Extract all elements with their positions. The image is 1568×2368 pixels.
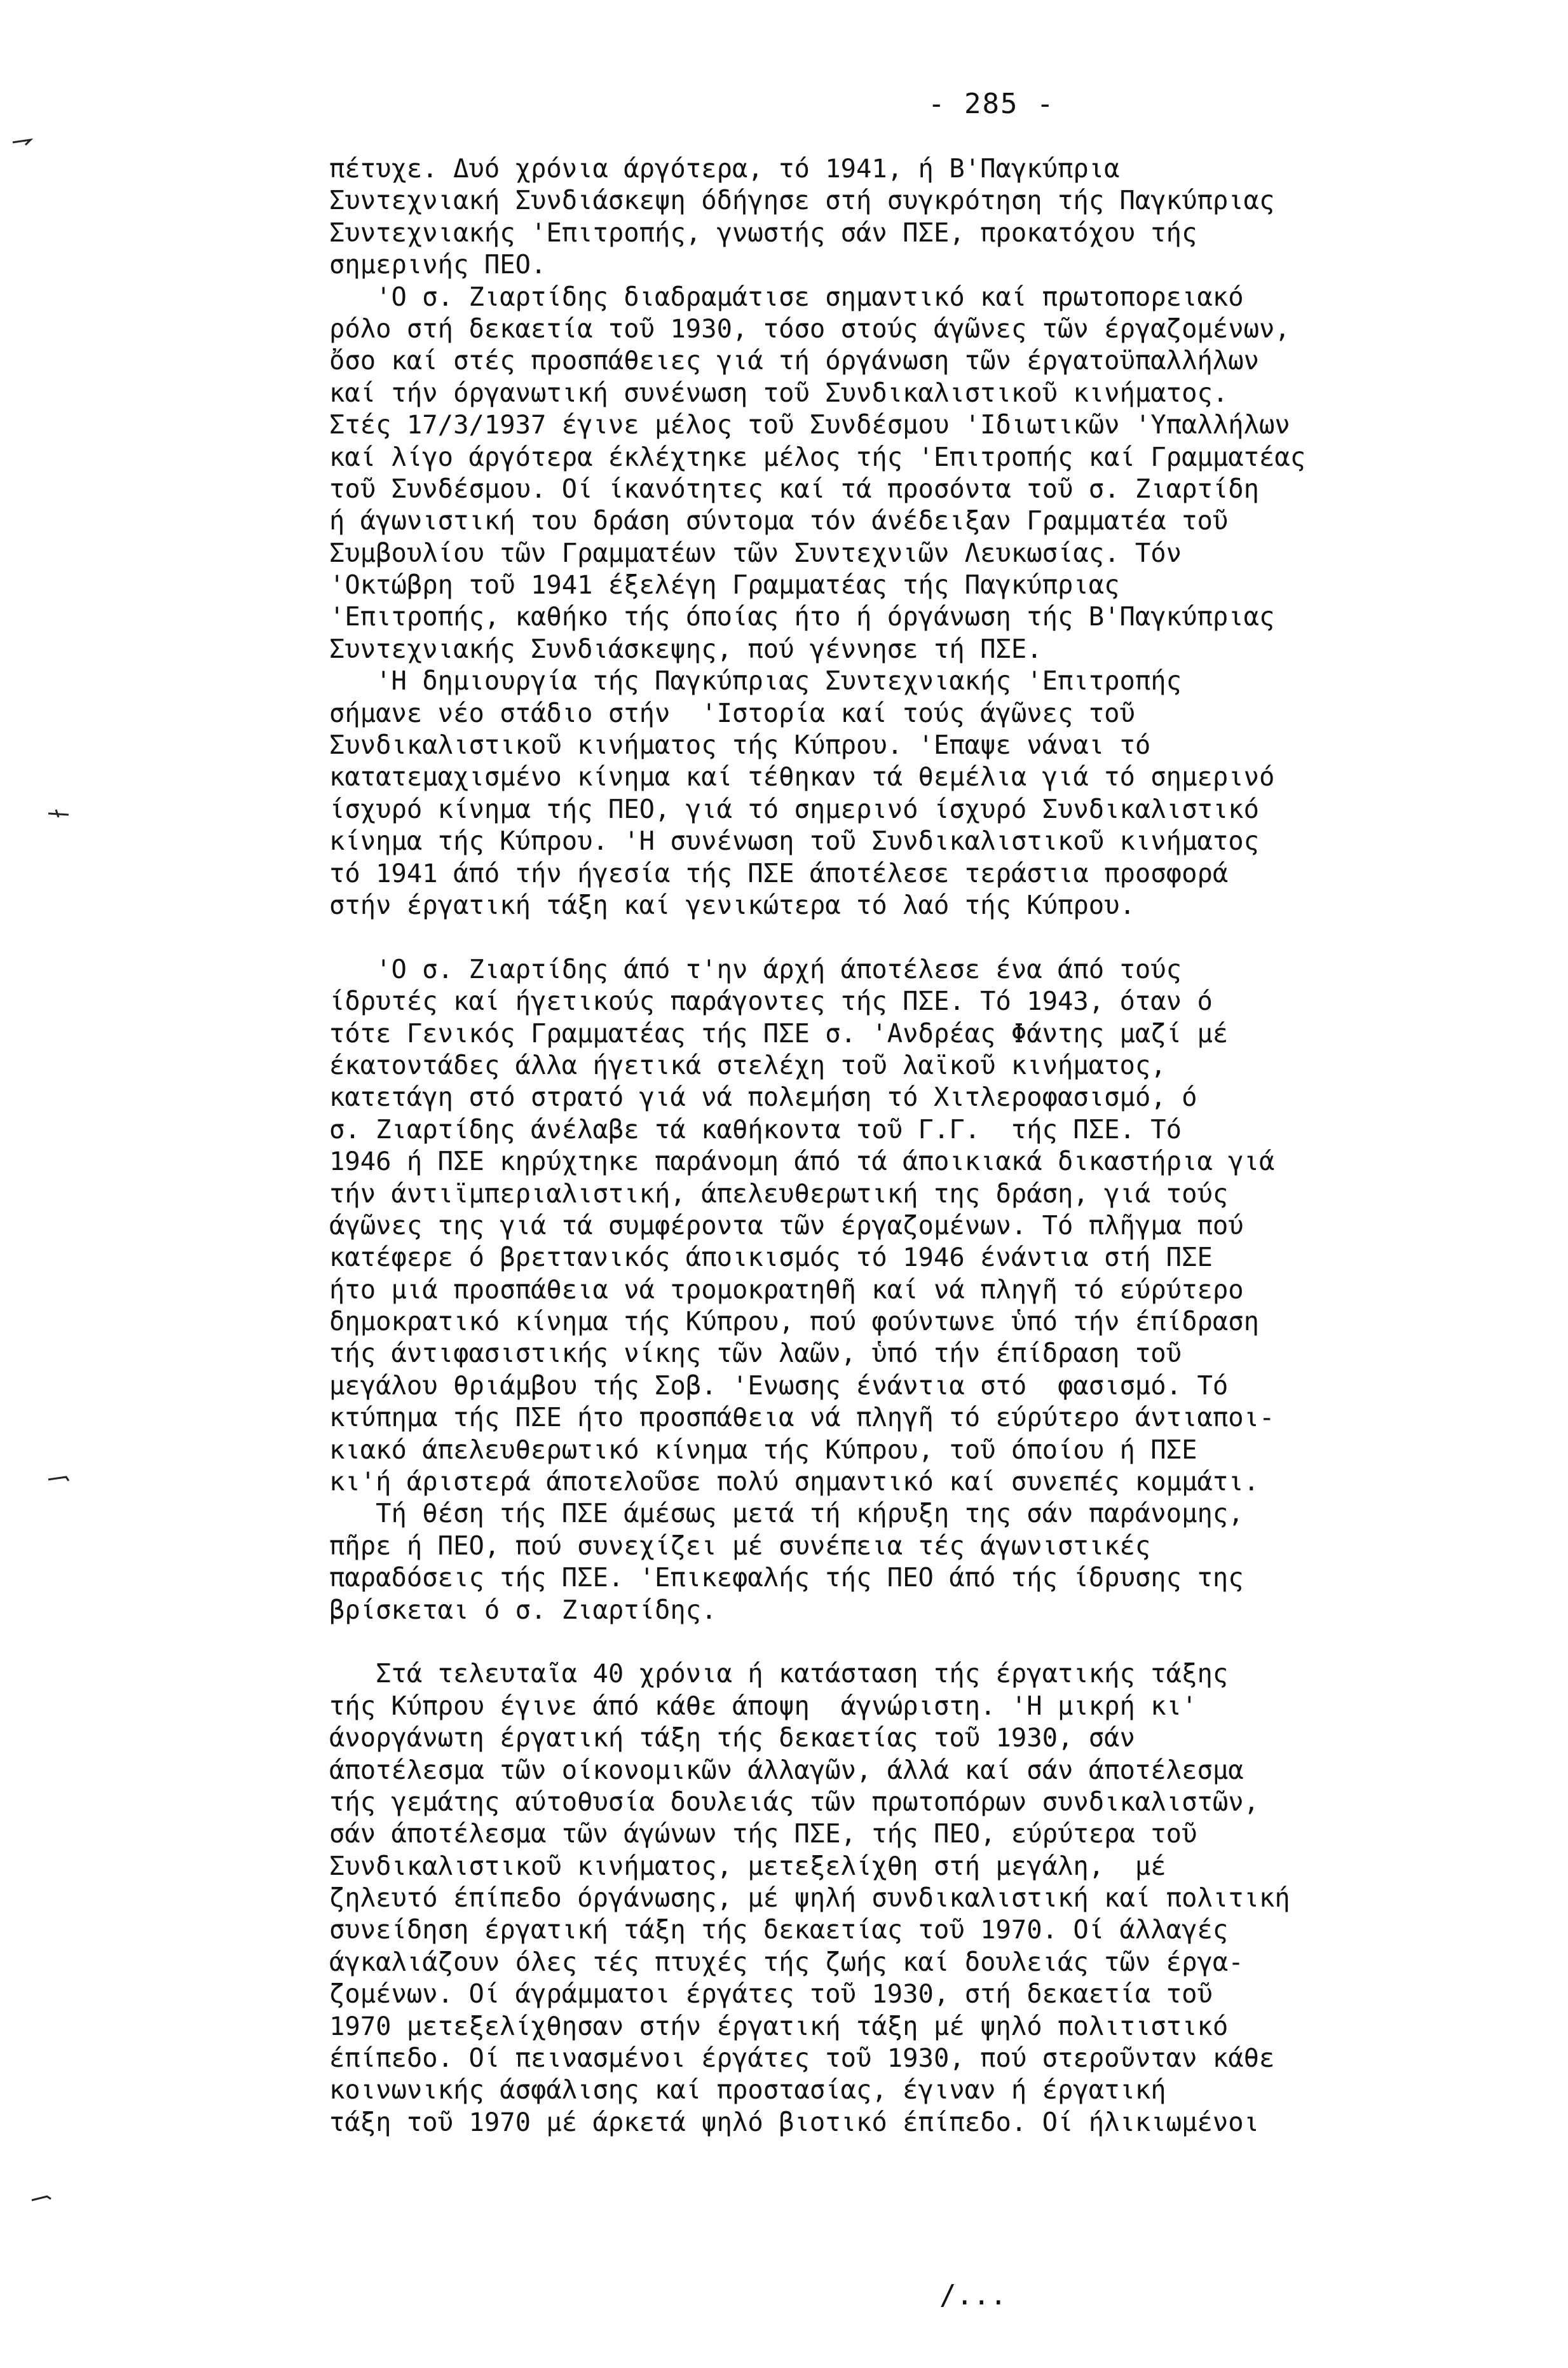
text-line: πῆρε ή ΠΕΟ, πού συνεχίζει μέ συνέπεια τές άγωνιστικές: [329, 1530, 1151, 1561]
paragraph: [329, 153, 1518, 281]
margin-mark-middle: [47, 808, 72, 819]
text-line: 'Επιτροπής, καθήκο τής όποίας ήτο ή όργάνωση τής Β'Παγκύπριας: [329, 601, 1275, 632]
text-line: 'Ο σ. Ζιαρτίδης διαδραμάτισε σημαντικό καί πρωτοπορειακό: [329, 281, 1244, 312]
text-line: τής άντιφασιστικής νίκης τῶν λαῶν, ὑπό τήν έπίδραση τοῦ: [329, 1338, 1182, 1369]
text-line: πέτυχε. Δυό χρόνια άργότερα, τό 1941, ή Β'Παγκύπρια: [329, 153, 1120, 184]
text-line: Τή θέση τής ΠΣΕ άμέσως μετά τή κήρυξη της σάν παράνομης,: [329, 1498, 1244, 1529]
paragraph-gap: [329, 921, 1518, 953]
text-line: κίνημα τής Κύπρου. 'Η συνένωση τοῦ Συνδικαλιστικοῦ κινήματος: [329, 826, 1259, 857]
text-line: ήτο μιά προσπάθεια νά τρομοκρατηθῆ καί νά πληγῆ τό εύρύτερο: [329, 1274, 1244, 1305]
text-line: Συντεχνιακή Συνδιάσκεψη όδήγησε στή συγκρότηση τής Παγκύπριας: [329, 185, 1275, 216]
text-line: κατέφερε ό βρεττανικός άποικισμός τό 1946 ένάντια στή ΠΣΕ: [329, 1242, 1213, 1273]
text-line: ρόλο στή δεκαετία τοῦ 1930, τόσο στούς άγῶνες τῶν έργαζομένων,: [329, 313, 1290, 344]
text-line: κατατεμαχισμένο κίνημα καί τέθηκαν τά θεμέλια γιά τό σημερινό: [329, 761, 1275, 793]
text-line: έκατοντάδες άλλα ήγετικά στελέχη τοῦ λαϊκοῦ κινήματος,: [329, 1049, 1166, 1080]
text-line: ή άγωνιστική του δράση σύντομα τόν άνέδειξαν Γραμματέα τοῦ: [329, 505, 1229, 536]
text-line: καί τήν όργανωτική συνένωση τοῦ Συνδικαλιστικοῦ κινήματος.: [329, 377, 1229, 408]
text-line: τό 1941 άπό τήν ήγεσία τής ΠΣΕ άποτέλεσε τεράστια προσφορά: [329, 857, 1229, 888]
text-line: μεγάλου θριάμβου τής Σοβ. 'Ενωσης ένάντια στό φασισμό. Τό: [329, 1370, 1229, 1401]
paragraph: [329, 1497, 1518, 1626]
text-line: Στές 17/3/1937 έγινε μέλος τοῦ Συνδέσμου 'Ιδιωτικῶν 'Υπαλλήλων: [329, 409, 1290, 440]
text-line: ζηλευτό έπίπεδο όργάνωσης, μέ ψηλή συνδικαλιστική καί πολιτική: [329, 1882, 1290, 1914]
paragraph-gap: [329, 1626, 1518, 1657]
text-line: 1970 μετεξελίχθησαν στήν έργατική τάξη μέ ψηλό πολιτιστικό: [329, 2010, 1229, 2041]
text-line: σάν άποτέλεσμα τῶν άγώνων τής ΠΣΕ, τής ΠΕΟ, εύρύτερα τοῦ: [329, 1818, 1197, 1849]
margin-mark-top: [11, 136, 37, 146]
text-line: ίσχυρό κίνημα τής ΠΕΟ, γιά τό σημερινό ίσχυρό Συνδικαλιστικό: [329, 793, 1259, 824]
text-line: 'Οκτώβρη τοῦ 1941 έξελέγη Γραμματέας τής Παγκύπριας: [329, 569, 1120, 601]
text-line: παραδόσεις τής ΠΣΕ. 'Επικεφαλής τής ΠΕΟ άπό τής ίδρυσης της: [329, 1562, 1244, 1593]
paragraph: [329, 1657, 1518, 2138]
text-line: κτύπημα τής ΠΣΕ ήτο προσπάθεια νά πληγῆ τό εύρύτερο άντιαποι-: [329, 1402, 1275, 1433]
text-line: συνείδηση έργατική τάξη τής δεκαετίας τοῦ 1970. Οί άλλαγές: [329, 1914, 1229, 1945]
text-line: σ. Ζιαρτίδης άνέλαβε τά καθήκοντα τοῦ Γ.Γ. τής ΠΣΕ. Τό: [329, 1113, 1182, 1145]
paragraph: [329, 281, 1518, 665]
text-line: άνοργάνωτη έργατική τάξη τής δεκαετίας τοῦ 1930, σάν: [329, 1722, 1135, 1753]
text-line: τότε Γενικός Γραμματέας τής ΠΣΕ σ. 'Ανδρέας Φάντης μαζί μέ: [329, 1017, 1229, 1049]
text-line: καί λίγο άργότερα έκλέχτηκε μέλος τής 'Επιτροπής καί Γραμματέας: [329, 441, 1306, 472]
text-line: σήμανε νέο στάδιο στήν 'Ιστορία καί τούς άγῶνες τοῦ: [329, 697, 1135, 728]
text-line: κατετάγη στό στρατό γιά νά πολεμήση τό Χιτλεροφασισμό, ό: [329, 1082, 1197, 1113]
text-line: ίδρυτές καί ήγετικούς παράγοντες τής ΠΣΕ. Τό 1943, όταν ό: [329, 986, 1213, 1017]
paragraph: [329, 665, 1518, 921]
text-line: τής Κύπρου έγινε άπό κάθε άποψη άγνώριστη. 'Η μικρή κι': [329, 1690, 1197, 1721]
text-line: κοινωνικής άσφάλισης καί προστασίας, έγιναν ή έργατική: [329, 2074, 1166, 2106]
text-line: Συνδικαλιστικοῦ κινήματος τής Κύπρου. 'Επαψε νάναι τό: [329, 730, 1151, 761]
margin-mark-lower: [47, 1473, 72, 1483]
continuation-mark: /...: [939, 2279, 1007, 2311]
text-line: Στά τελευταῖα 40 χρόνια ή κατάσταση τής έργατικής τάξης: [329, 1658, 1229, 1689]
margin-mark-bottom: [31, 2193, 56, 2203]
text-line: τής γεμάτης αύτοθυσία δουλειάς τῶν πρωτοπόρων συνδικαλιστῶν,: [329, 1786, 1259, 1817]
text-line: ὄσο καί στές προσπάθειες γιά τή όργάνωση τῶν έργατοϋπαλλήλων: [329, 345, 1259, 376]
page-number: - 285 -: [928, 88, 1055, 120]
text-line: 'Ο σ. Ζιαρτίδης άπό τ'ην άρχή άποτέλεσε ένα άπό τούς: [329, 953, 1182, 984]
text-line: σημερινής ΠΕΟ.: [329, 249, 547, 280]
text-line: 'Η δημιουργία τής Παγκύπριας Συντεχνιακής 'Επιτροπής: [329, 665, 1182, 697]
document-body: [329, 153, 1518, 2138]
text-line: άγῶνες της γιά τά συμφέροντα τῶν έργαζομένων. Τό πλῆγμα πού: [329, 1209, 1244, 1241]
text-line: έπίπεδο. Οί πεινασμένοι έργάτες τοῦ 1930, πού στεροῦνταν κάθε: [329, 2043, 1275, 2074]
text-line: 1946 ή ΠΣΕ κηρύχτηκε παράνομη άπό τά άποικιακά δικαστήρια γιά: [329, 1146, 1275, 1177]
text-line: Συνδικαλιστικοῦ κινήματος, μετεξελίχθη στή μεγάλη, μέ: [329, 1850, 1166, 1881]
text-line: βρίσκεται ό σ. Ζιαρτίδης.: [329, 1594, 717, 1625]
text-line: Συντεχνιακής Συνδιάσκεψης, πού γέννησε τή ΠΣΕ.: [329, 633, 1042, 664]
text-line: τοῦ Συνδέσμου. Οί ίκανότητες καί τά προσόντα τοῦ σ. Ζιαρτίδη: [329, 473, 1259, 504]
paragraph: [329, 953, 1518, 1498]
text-line: άγκαλιάζουν όλες τές πτυχές τής ζωής καί δουλειάς τῶν έργα-: [329, 1946, 1244, 1977]
text-line: Συμβουλίου τῶν Γραμματέων τῶν Συντεχνιῶν Λευκωσίας. Τόν: [329, 537, 1182, 568]
text-line: δημοκρατικό κίνημα τής Κύπρου, πού φούντωνε ὑπό τήν έπίδραση: [329, 1306, 1259, 1337]
text-line: τάξη τοῦ 1970 μέ άρκετά ψηλό βιοτικό έπίπεδο. Οί ήλικιωμένοι: [329, 2106, 1259, 2137]
text-line: ζομένων. Οί άγράμματοι έργάτες τοῦ 1930, στή δεκαετία τοῦ: [329, 1978, 1213, 2010]
text-line: Συντεχνιακής 'Επιτροπής, γνωστής σάν ΠΣΕ, προκατόχου τής: [329, 217, 1197, 248]
text-line: κι'ή άριστερά άποτελοῦσε πολύ σημαντικό καί συνεπές κομμάτι.: [329, 1466, 1259, 1497]
text-line: κιακό άπελευθερωτικό κίνημα τής Κύπρου, τοῦ όποίου ή ΠΣΕ: [329, 1434, 1197, 1465]
text-line: τήν άντιϊμπεριαλιστική, άπελευθερωτική της δράση, γιά τούς: [329, 1178, 1229, 1209]
text-line: άποτέλεσμα τῶν οίκονομικῶν άλλαγῶν, άλλά καί σάν άποτέλεσμα: [329, 1754, 1244, 1785]
text-line: στήν έργατική τάξη καί γενικώτερα τό λαό τής Κύπρου.: [329, 889, 1135, 920]
